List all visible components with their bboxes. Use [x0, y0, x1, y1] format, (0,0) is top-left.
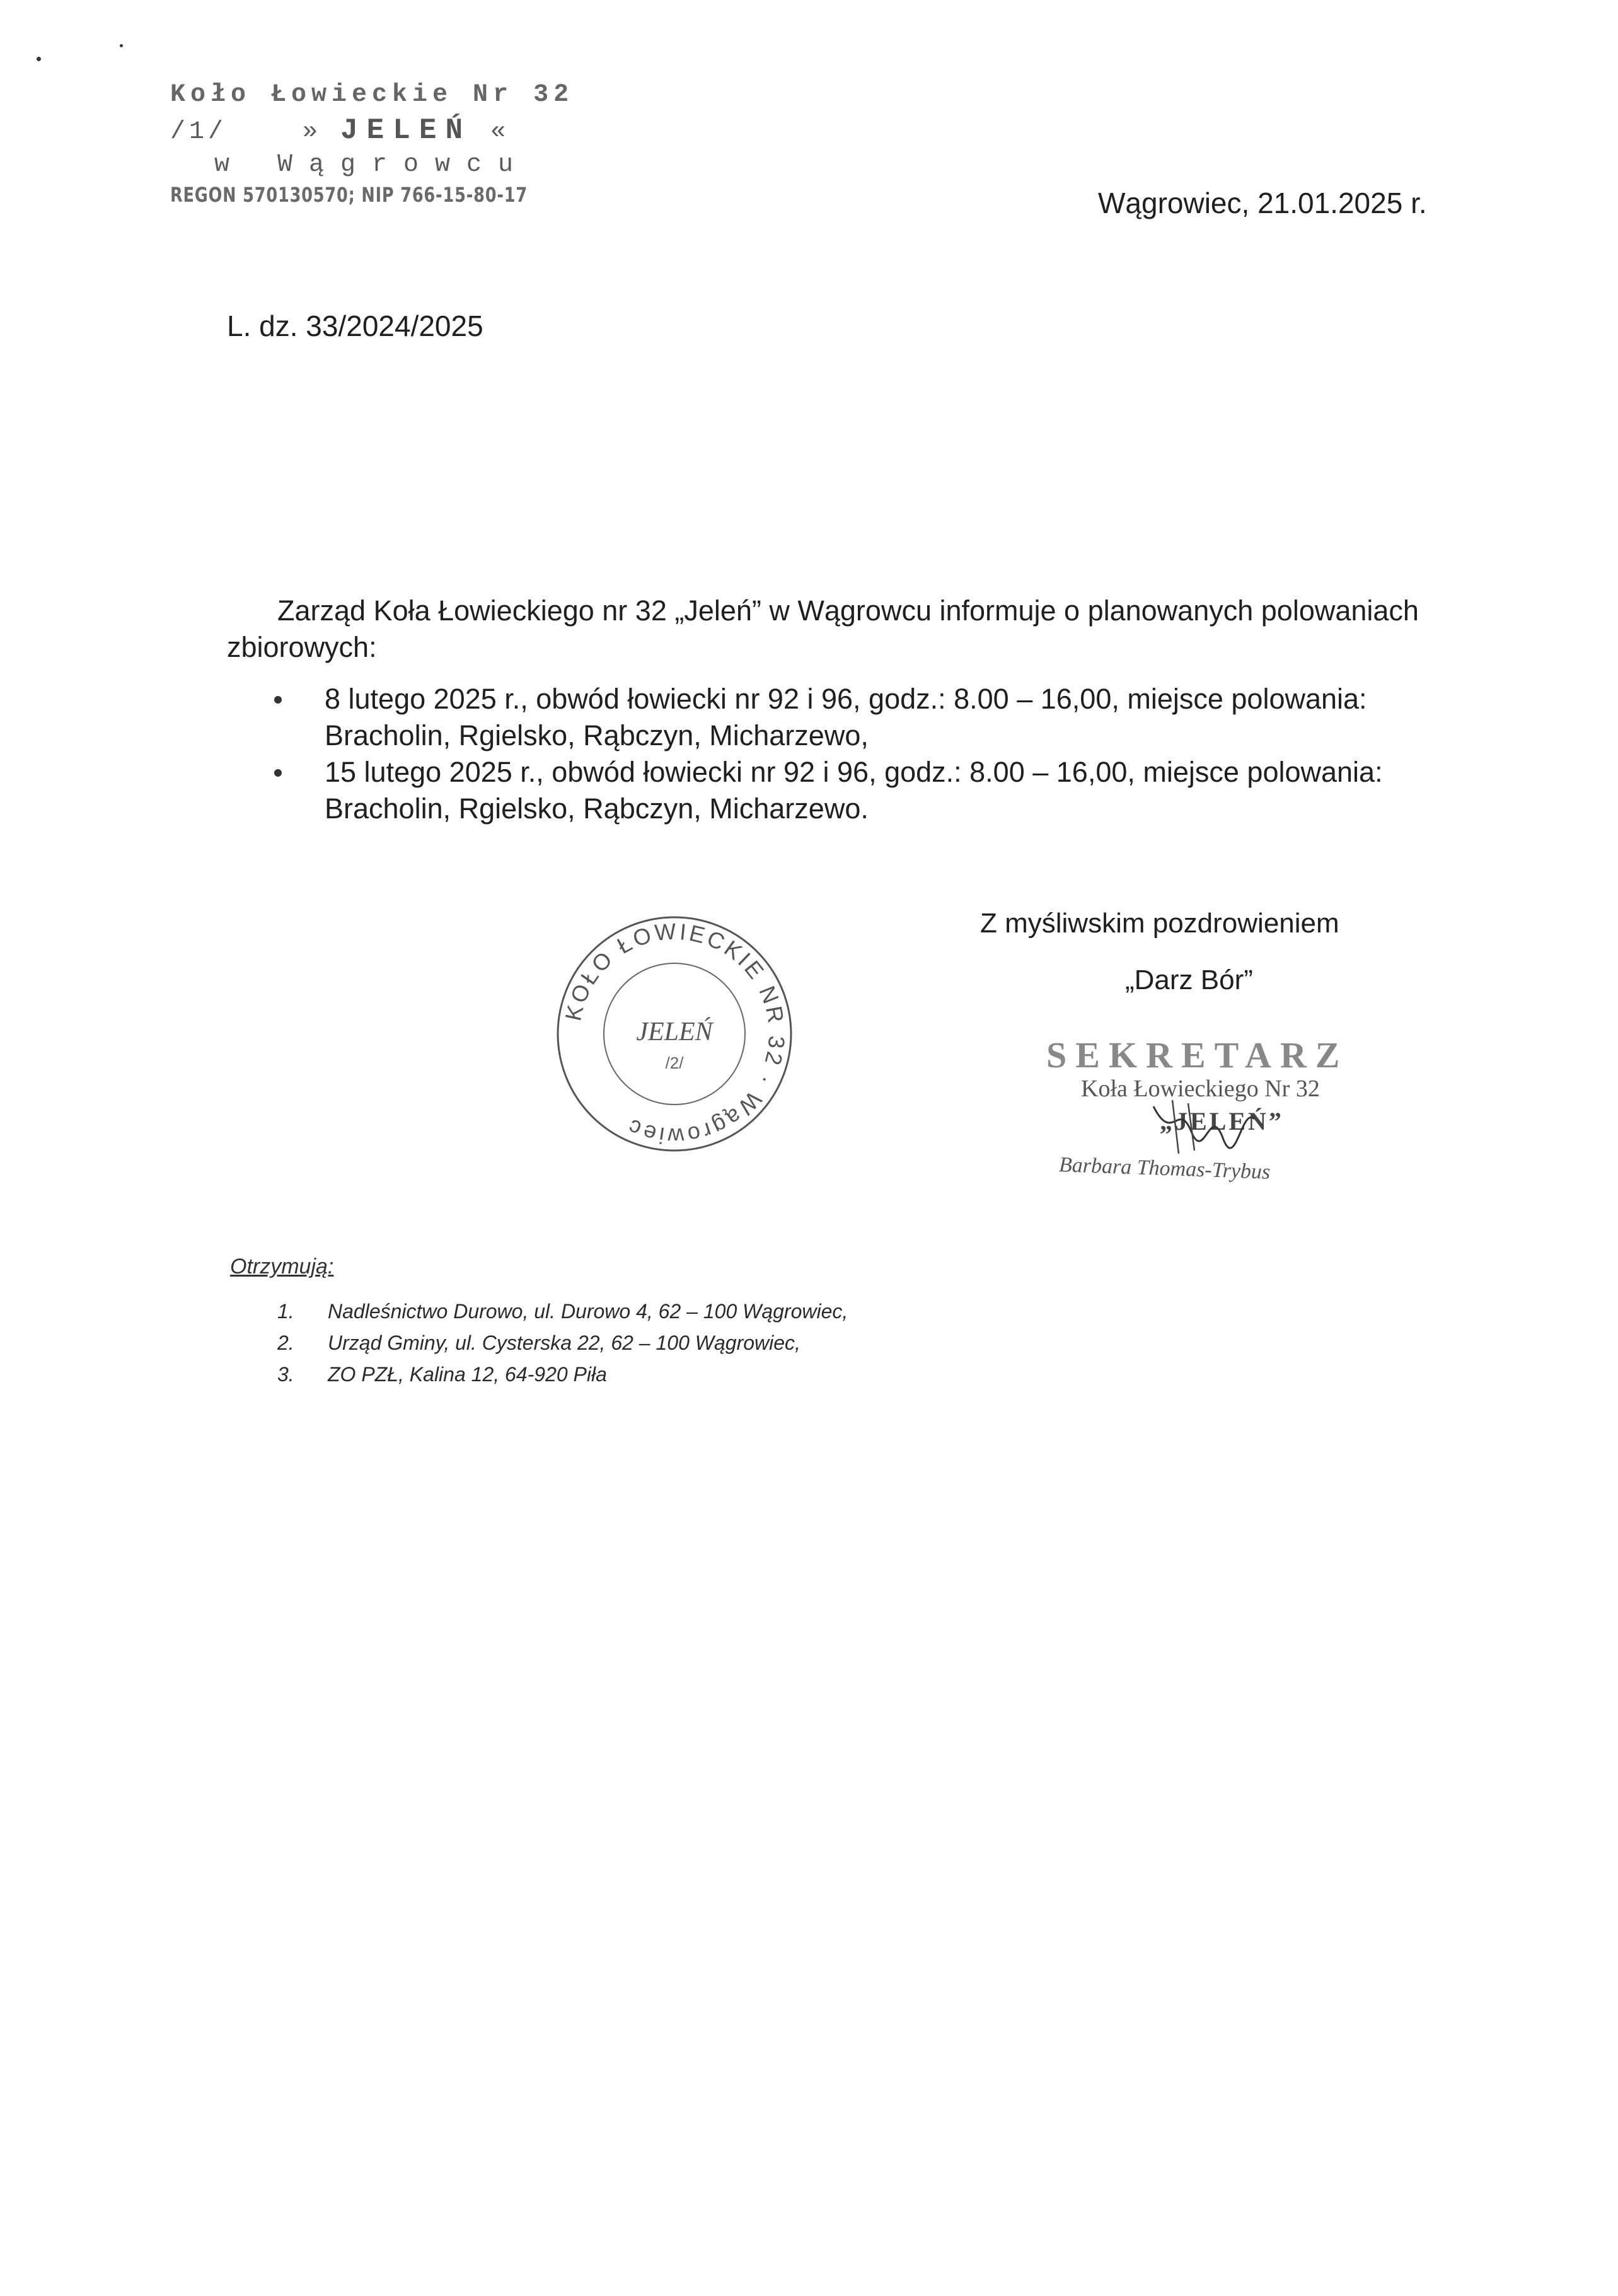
recipients-title: Otrzymują:: [230, 1255, 334, 1278]
greeting: Z myśliwskim pozdrowieniem: [980, 908, 1339, 939]
scan-speck: [37, 57, 41, 61]
signature-title: SEKRETARZ: [1046, 1035, 1349, 1076]
stamp-ring-text: KOŁO ŁOWIECKIE NR 32 · Wągrowiec: [560, 918, 790, 1150]
list-item: [277, 1327, 848, 1359]
letterhead-jelen: JELEŃ: [340, 114, 472, 147]
hunt-1-line-2: Bracholin, Rgielsko, Rąbczyn, Micharzewo,: [325, 719, 869, 751]
recipient-number: 2.: [277, 1331, 294, 1354]
recipient-number: 3.: [277, 1363, 294, 1386]
letterhead: [170, 81, 617, 207]
handwritten-signature: [1135, 1094, 1261, 1157]
signature-stamp: [1040, 1034, 1450, 1210]
reference-number: L. dz. 33/2024/2025: [227, 310, 483, 342]
document-date: Wągrowiec, 21.01.2025 r.: [1098, 187, 1427, 219]
hunt-2-line-1: 15 lutego 2025 r., obwód łowiecki nr 92 i 96, godz.: 8.00 – 16,00, miejsce polowania:: [325, 756, 1383, 788]
signature-line-2: „JELEŃ”: [1160, 1107, 1284, 1135]
letterhead-jelen-line: [170, 114, 617, 147]
recipient-number: 1.: [277, 1300, 294, 1323]
stamp-number: /2/: [665, 1053, 684, 1072]
hunt-list: [271, 681, 1510, 827]
letterhead-name: Koło Łowieckie Nr 32: [170, 81, 574, 109]
list-item: [325, 754, 1510, 827]
scan-speck: [120, 44, 123, 47]
list-item: [325, 681, 1510, 754]
recipient-text: ZO PZŁ, Kalina 12, 64-920 Piła: [328, 1363, 607, 1386]
intro-line-2: zbiorowych:: [227, 631, 377, 663]
recipient-text: Urząd Gminy, ul. Cysterska 22, 62 – 100 Wągrowiec,: [328, 1331, 800, 1354]
signature-line-1: Koła Łowieckiego Nr 32: [1081, 1076, 1320, 1102]
round-stamp: [548, 908, 800, 1160]
list-item: [277, 1296, 848, 1327]
letterhead-city: w Wągrowcu: [214, 151, 530, 179]
hunt-1-line-1: 8 lutego 2025 r., obwód łowiecki nr 92 i 96, godz.: 8.00 – 16,00, miejsce polowania:: [325, 683, 1367, 715]
letterhead-number: /1/: [170, 118, 228, 146]
hunt-2-line-2: Bracholin, Rgielsko, Rąbczyn, Micharzewo.: [325, 792, 869, 825]
letterhead-left-quote: »: [303, 118, 322, 146]
recipients-list: [277, 1296, 848, 1390]
intro-line-1: Zarząd Koła Łowieckiego nr 32 „Jeleń” w Wągrowcu informuje o planowanych polowaniach: [277, 594, 1419, 627]
motto: „Darz Bór”: [1125, 965, 1253, 995]
letterhead-right-quote: «: [490, 118, 510, 146]
signature-name: Barbara Thomas-Trybus: [1058, 1153, 1271, 1184]
letterhead-regon-nip: REGON 570130570; NIP 766-15-80-17: [170, 183, 528, 207]
recipient-text: Nadleśnictwo Durowo, ul. Durowo 4, 62 – 100 Wągrowiec,: [328, 1300, 848, 1323]
stamp-center: JELEŃ: [636, 1018, 713, 1047]
list-item: [277, 1359, 848, 1390]
intro-paragraph: [227, 593, 1443, 666]
